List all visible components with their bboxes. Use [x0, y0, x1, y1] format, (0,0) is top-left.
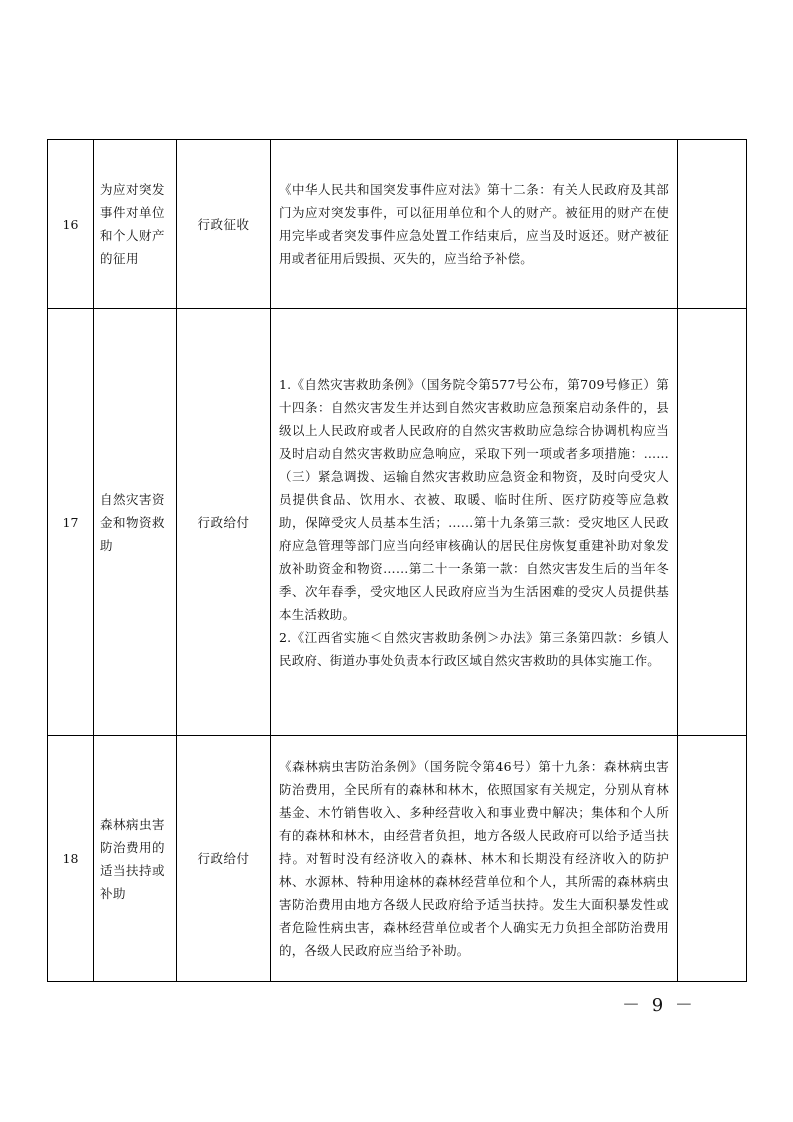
item-name: 为应对突发事件对单位和个人财产的征用: [94, 140, 177, 309]
administrative-rights-table: [47, 139, 747, 982]
row-number: 17: [48, 309, 94, 736]
legal-basis-paragraph: 《森林病虫害防治条例》（国务院令第46号）第十九条：森林病虫害防治费用，全民所有的森林和林木，依照国家有关规定，分别从育林基金、木竹销售收入、多种经营收入和事业费中解决；集体和个人所有的森林和林木，由经营者负担，地方各级人民政府可以给予适当扶持。对暂时没有经济收入的森林、林木和长期没有经济收入的防护林、水源林、特种用途林的森林经营单位和个人，其所需的森林病虫害防治费用由地方各级人民政府给予适当扶持。发生大面积暴发性或者危险性病虫害，森林经营单位或者个人确实无力负担全部防治费用的，各级人民政府应当给予补助。: [279, 759, 669, 958]
item-name: 森林病虫害防治费用的适当扶持或补助: [94, 736, 177, 982]
row-number: 16: [48, 140, 94, 309]
item-name: 自然灾害资金和物资救助: [94, 309, 177, 736]
remarks-cell: [678, 736, 747, 982]
legal-basis: [271, 309, 678, 736]
remarks-cell: [678, 309, 747, 736]
item-type: 行政给付: [177, 736, 271, 982]
table-row: [48, 736, 747, 982]
legal-basis-paragraph: 1.《自然灾害救助条例》（国务院令第577号公布，第709号修正）第十四条：自然灾害发生并达到自然灾害救助应急预案启动条件的，县级以上人民政府或者人民政府的自然灾害救助应急综合协调机构应当及时启动自然灾害救助应急响应，采取下列一项或者多项措施：……（三）紧急调拨、运输自然灾害救助应急资金和物资，及时向受灾人员提供食品、饮用水、衣被、取暖、临时住所、医疗防疫等应急救助，保障受灾人员基本生活；……第十九条第三款：受灾地区人民政府应急管理等部门应当向经审核确认的居民住房恢复重建补助对象发放补助资金和物资……第二十一条第一款：自然灾害发生后的当年冬季、次年春季，受灾地区人民政府应当为生活困难的受灾人员提供基本生活救助。: [279, 376, 669, 622]
legal-basis-paragraph: 2.《江西省实施＜自然灾害救助条例＞办法》第三条第四款：乡镇人民政府、街道办事处负责本行政区域自然灾害救助的具体实施工作。: [279, 629, 669, 668]
item-type: 行政给付: [177, 309, 271, 736]
rights-table-container: [47, 139, 746, 982]
legal-basis: [271, 736, 678, 982]
legal-basis-paragraph: 《中华人民共和国突发事件应对法》第十二条：有关人民政府及其部门为应对突发事件，可以征用单位和个人的财产。被征用的财产在使用完毕或者突发事件应急处置工作结束后，应当及时返还。财产被征用或者征用后毁损、灭失的，应当给予补偿。: [279, 182, 669, 266]
remarks-cell: [678, 140, 747, 309]
table-row: [48, 140, 747, 309]
table-row: [48, 309, 747, 736]
legal-basis: [271, 140, 678, 309]
row-number: 18: [48, 736, 94, 982]
page-number: － 9 －: [622, 995, 696, 1016]
item-type: 行政征收: [177, 140, 271, 309]
